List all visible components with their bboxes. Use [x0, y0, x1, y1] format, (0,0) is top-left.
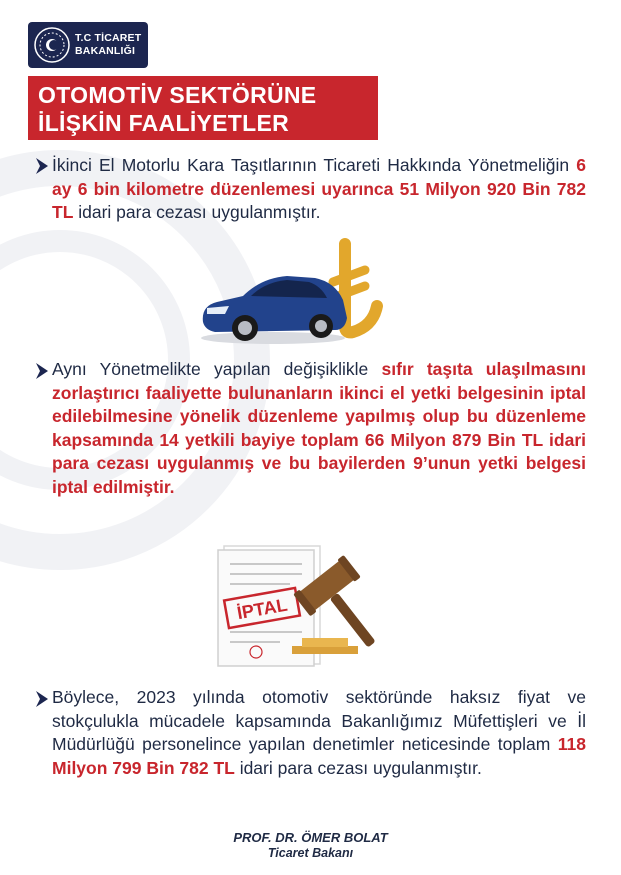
signature-name: PROF. DR. ÖMER BOLAT [233, 830, 388, 845]
paragraph-1-text-a: İkinci El Motorlu Kara Taşıtlarının Ticareti Hakkında Yönetmeliğin [52, 155, 577, 175]
stamp-text: İPTAL [235, 594, 289, 624]
document-gavel-illustration [210, 540, 410, 668]
paragraph-2 [52, 358, 586, 499]
logo-line2: BAKANLIĞI [75, 45, 136, 57]
paragraph-2-highlight: sıfır taşıta ulaşılmasını zorlaştırıcı faaliyette bulunanların ikinci el yetki belgesinin iptal edilebilmesine yönelik düzenleme yapılmış olup bu düzenleme kapsamında 14 yetkili bayiye toplam 66 Milyon 879 Bin TL idari para cezası uygulanmış ve bu bayilerden 9’unun yetki belgesi iptal edilmiştir. [52, 359, 586, 497]
paragraph-3 [52, 686, 586, 780]
car-illustration [201, 276, 347, 344]
paragraph-2-text-a: Aynı Yönetmelikte yapılan değişiklikle [52, 359, 382, 379]
paragraph-1-text-b: idari para cezası uygulanmıştır. [73, 202, 321, 222]
car-lira-illustration [195, 238, 385, 348]
logo-line1: T.C TİCARET [75, 32, 142, 44]
paragraph-1 [52, 154, 586, 225]
title-line2: İLİŞKİN FAALİYETLER [38, 110, 290, 136]
bullet-arrow-icon [34, 690, 50, 708]
paragraph-1-highlight: 6 ay 6 bin kilometre düzenlemesi uyarınca 51 Milyon 920 Bin 782 TL [52, 155, 586, 222]
bullet-arrow-icon [34, 157, 50, 175]
paragraph-3-text-b: idari para cezası uygulanmıştır. [234, 757, 482, 778]
bullet-arrow-icon [34, 362, 50, 380]
ministry-logo [28, 22, 148, 68]
title-line1: OTOMOTİV SEKTÖRÜNE [38, 82, 317, 108]
page-title [28, 76, 378, 140]
signature-role: Ticaret Bakanı [267, 846, 354, 860]
ministry-emblem-icon [34, 27, 70, 63]
paragraph-3-text-a: Böylece, 2023 yılında otomotiv sektöründe haksız fiyat ve stokçulukla mücadele kapsamında Bakanlığımız Müfettişleri ve İl Müdürlüğü personelince yapılan denetimler neticesinde toplam [52, 687, 586, 754]
paragraph-3-highlight: 118 Milyon 799 Bin 782 TL [52, 734, 586, 778]
